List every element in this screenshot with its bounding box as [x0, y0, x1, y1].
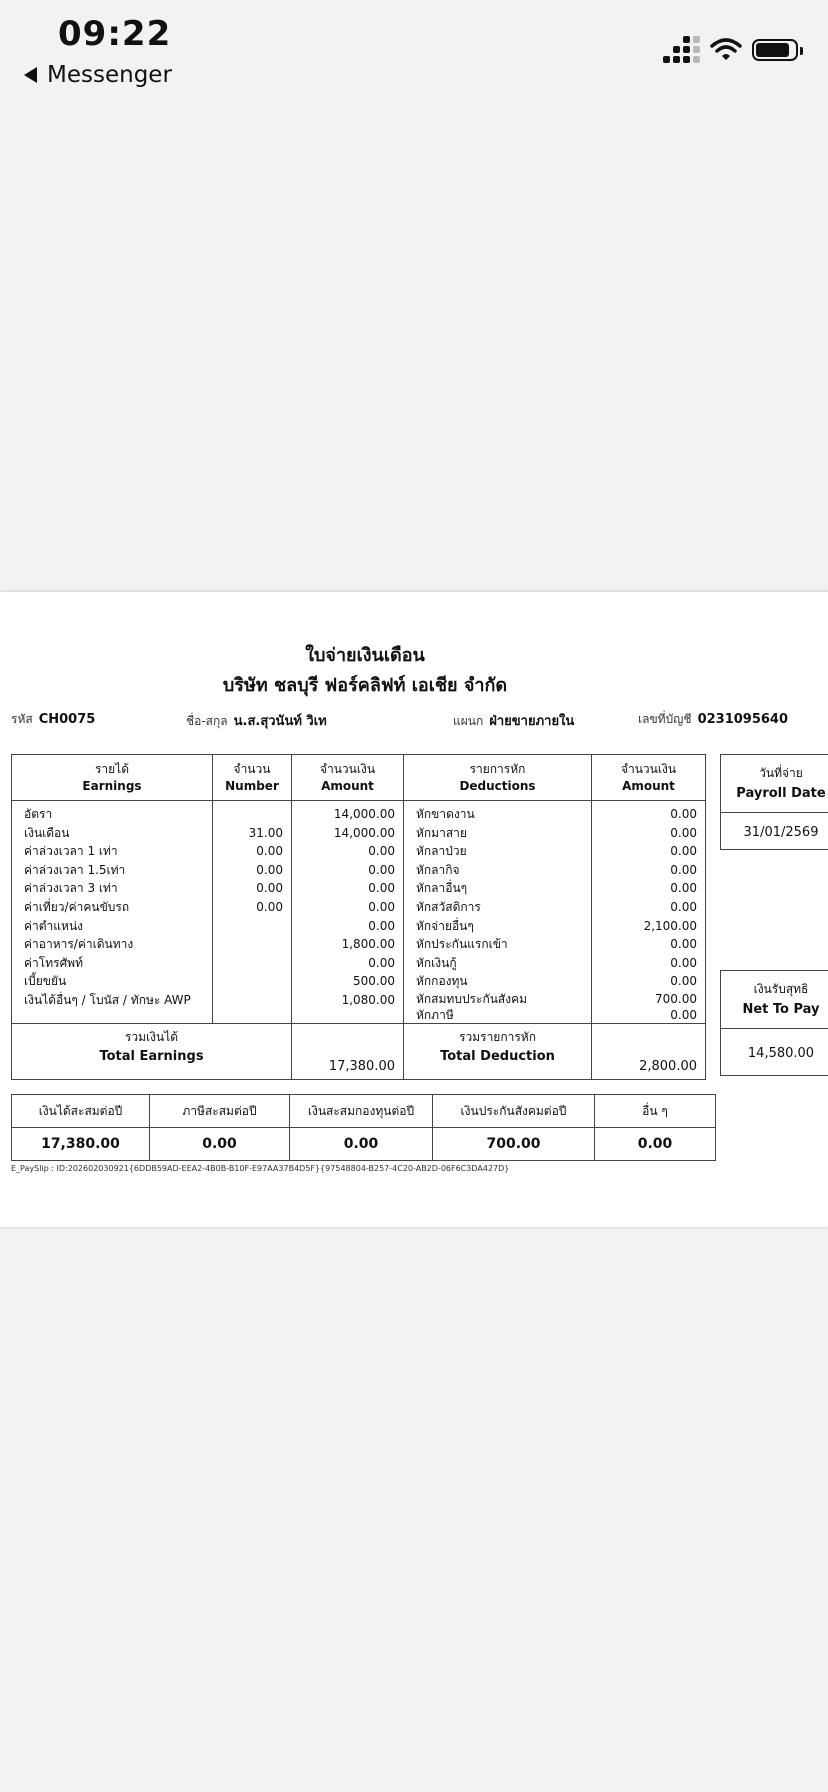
payroll-date-value: 31/01/2569: [743, 825, 819, 840]
back-label: Messenger: [47, 62, 172, 88]
ytd-header-tax: ภาษีสะสมต่อปี: [150, 1095, 290, 1128]
clock: 09:22: [58, 14, 172, 54]
list-item: หักลาอื่นๆ: [416, 881, 468, 896]
number-header: จำนวน Number: [213, 755, 292, 801]
list-item: ค่าล่วงเวลา 1.5เท่า: [24, 862, 126, 877]
list-item: เงินได้อื่นๆ / โบนัส / ทักษะ AWP: [24, 992, 191, 1007]
list-item: หักลาป่วย: [416, 844, 467, 859]
list-item: ค่าโทรศัพท์: [24, 955, 84, 970]
list-item: ค่าล่วงเวลา 1 เท่า: [24, 844, 118, 859]
payroll-date-box: [720, 754, 828, 850]
list-item: หักเงินกู้: [416, 955, 457, 970]
year-to-date-table: [11, 1094, 716, 1161]
deductions-header: รายการหัก Deductions: [404, 755, 592, 801]
payslip-id: E_PaySlip : ID:202602030921{6DDB59AD-EEA2-4B0B-B10F-E97AA37B4D5F}{97548804-B257-4C20-AB2D-06F6C3DA427D}: [11, 1164, 510, 1173]
back-arrow-icon: [24, 67, 37, 83]
payslip-title: ใบจ่ายเงินเดือน: [305, 645, 425, 666]
list-item: หักสวัสดิการ: [416, 899, 481, 914]
list-item: หักกองทุน: [416, 974, 468, 989]
net-to-pay-label-th: เงินรับสุทธิ: [753, 982, 809, 996]
payslip-table: [11, 754, 706, 1080]
employee-department: แผนก ฝ่ายขายภายใน: [453, 714, 575, 729]
ytd-header-earnings: เงินได้สะสมต่อปี: [12, 1095, 150, 1128]
earnings-labels: [12, 801, 213, 1024]
payroll-date-label-en: Payroll Date: [736, 786, 826, 801]
ytd-social-security-value: 700.00: [433, 1128, 595, 1161]
wifi-icon: [710, 38, 742, 62]
total-deduction-value: 2,800.00: [592, 1023, 706, 1079]
back-to-messenger-button[interactable]: [24, 62, 172, 88]
payslip-document: [0, 592, 828, 1227]
ytd-earnings-value: 17,380.00: [12, 1128, 150, 1161]
list-item: เบี้ยขยัน: [24, 974, 67, 989]
system-icons: [663, 36, 798, 63]
battery-icon: [752, 39, 798, 61]
list-item: หักภาษี: [416, 1007, 454, 1022]
list-item: เงินเดือน: [24, 825, 70, 840]
earnings-header: รายได้ Earnings: [12, 755, 213, 801]
list-item: หักลากิจ: [416, 862, 460, 877]
net-to-pay-box: [720, 970, 828, 1076]
earnings-numbers: 31.00 0.00 0.00 0.00 0.00: [213, 801, 292, 1024]
employee-code: รหัส CH0075: [11, 712, 96, 727]
ytd-header-fund: เงินสะสมกองทุนต่อปี: [290, 1095, 433, 1128]
list-item: หักสมทบประกันสังคม: [416, 991, 528, 1006]
employee-name: ชื่อ-สกุล น.ส.สุวนันท์ วิเท: [186, 714, 327, 729]
account-number: เลขที่บัญชี 0231095640: [638, 712, 789, 727]
cellular-signal-icon: [663, 36, 700, 63]
list-item: ค่าตำแหน่ง: [24, 918, 84, 933]
payroll-date-label-th: วันที่จ่าย: [759, 766, 803, 780]
status-bar: [0, 0, 828, 100]
list-item: หักขาดงาน: [416, 807, 475, 821]
list-item: อัตรา: [24, 807, 53, 821]
list-item: หักมาสาย: [416, 825, 467, 840]
deduction-labels: [404, 801, 592, 1024]
ytd-fund-value: 0.00: [290, 1128, 433, 1161]
total-earnings-value: 17,380.00: [292, 1023, 404, 1079]
list-item: ค่าล่วงเวลา 3 เท่า: [24, 881, 118, 896]
ytd-header-other: อื่น ๆ: [595, 1095, 716, 1128]
company-name: บริษัท ชลบุรี ฟอร์คลิฟท์ เอเชีย จำกัด: [222, 675, 508, 696]
ytd-tax-value: 0.00: [150, 1128, 290, 1161]
list-item: ค่าอาหาร/ค่าเดินทาง: [24, 937, 134, 952]
total-earnings-label: รวมเงินได้ Total Earnings: [12, 1023, 292, 1079]
total-deduction-label: รวมรายการหัก Total Deduction: [404, 1023, 592, 1079]
net-to-pay-value: 14,580.00: [747, 1046, 815, 1061]
deduction-amounts: 0.00 0.00 0.00 0.00 0.00 0.00 2,100.00 0.00 0.00 0.00 700.00 0.00: [592, 801, 706, 1024]
ytd-header-social-security: เงินประกันสังคมต่อปี: [433, 1095, 595, 1128]
list-item: หักประกันแรกเข้า: [416, 937, 508, 952]
deduction-amount-header: จำนวนเงิน Amount: [592, 755, 706, 801]
ytd-other-value: 0.00: [595, 1128, 716, 1161]
list-item: ค่าเที่ยว/ค่าคนขับรถ: [24, 899, 130, 914]
net-to-pay-label-en: Net To Pay: [742, 1002, 820, 1017]
amount-header: จำนวนเงิน Amount: [292, 755, 404, 801]
earnings-amounts: 14,000.00 14,000.00 0.00 0.00 0.00 0.00 0.00 1,800.00 0.00 500.00 1,080.00: [292, 801, 404, 1024]
list-item: หักจ่ายอื่นๆ: [416, 918, 474, 933]
